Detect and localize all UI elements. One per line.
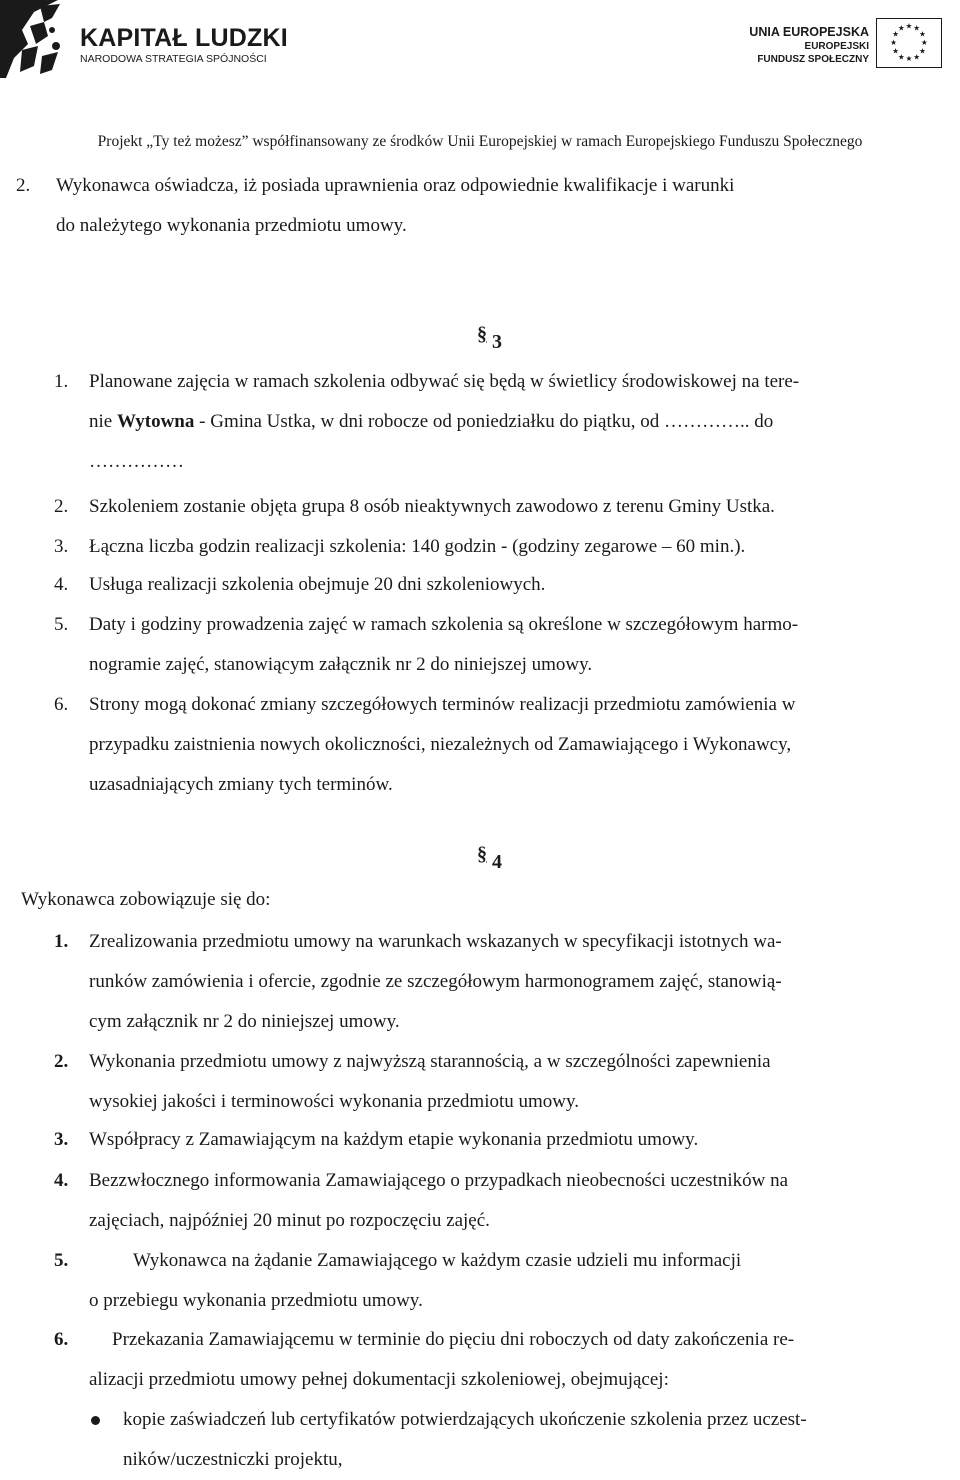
- eu-line-1: UNIA EUROPEJSKA: [749, 25, 869, 39]
- paragraph-line: wysokiej jakości i terminowości wykonania przedmiotu umowy.: [89, 1091, 580, 1112]
- paragraph-line: uzasadniających zmiany tych terminów.: [89, 774, 393, 795]
- item-number: 3.: [54, 536, 69, 557]
- paragraph: Szkoleniem zostanie objęta grupa 8 osób nieaktywnych zawodowo z terenu Gminy Ustka.: [89, 496, 775, 517]
- svg-text:★: ★: [890, 37, 898, 47]
- item-number: 1.: [54, 931, 69, 952]
- item-number: 5.: [54, 614, 69, 635]
- paragraph-line: ników/uczestniczki projektu,: [123, 1449, 343, 1470]
- paragraph-line: kopie zaświadczeń lub certyfikatów potwierdzających ukończenie szkolenia przez uczest-: [123, 1409, 807, 1430]
- paragraph: [89, 685, 957, 805]
- svg-text:★: ★: [913, 23, 921, 33]
- paragraph: [89, 922, 957, 1042]
- paragraph: [89, 1241, 957, 1321]
- paragraph-line: Strony mogą dokonać zmiany szczegółowych terminów realizacji przedmiotu zamówienia w: [89, 694, 796, 715]
- paragraph-line: Wykonawca oświadcza, iż posiada uprawnienia oraz odpowiednie kwalifikacje i warunki: [56, 175, 735, 196]
- svg-text:★: ★: [918, 46, 926, 56]
- paragraph-line: nogramie zajęć, stanowiącym załącznik nr 2 do niniejszej umowy.: [89, 654, 593, 675]
- section-sign: §: [477, 843, 487, 865]
- paragraph-line: [89, 402, 957, 442]
- paragraph-line: do należytego wykonania przedmiotu umowy.: [56, 215, 407, 236]
- paragraph-line: zajęciach, najpóźniej 20 minut po rozpoczęciu zajęć.: [89, 1210, 490, 1231]
- text-run: nie: [89, 411, 117, 432]
- paragraph-line: Wykonawca na żądanie Zamawiającego w każdym czasie udzieli mu informacji: [133, 1250, 742, 1271]
- svg-text:★: ★: [918, 29, 926, 39]
- paragraph: [89, 1120, 698, 1160]
- paragraph-line: runków zamówienia i ofercie, zgodnie ze szczegółowym harmonogramem zajęć, stanowią-: [89, 971, 782, 992]
- paragraph-line: Planowane zajęcia w ramach szkolenia odbywać się będą w świetlicy środowiskowej na tere-: [89, 371, 800, 392]
- project-funding-line: Projekt „Ty też możesz” współfinansowany ze środków Unii Europejskiej w ramach Europejskiego Funduszu Społecznego: [97, 133, 863, 150]
- eu-logo-text: [749, 24, 869, 66]
- eu-flag-stars-icon: [876, 18, 942, 68]
- kapital-ludzki-subtitle: NARODOWA STRATEGIA SPÓJNOŚCI: [80, 53, 267, 65]
- place-name: Wytowna: [116, 411, 195, 432]
- paragraph: [56, 166, 956, 246]
- item-number: 6.: [54, 694, 69, 715]
- item-number: 4.: [54, 1170, 69, 1191]
- paragraph-line: alizacji przedmiotu umowy pełnej dokumentacji szkoleniowej, obejmującej:: [89, 1369, 669, 1390]
- paragraph-line: cym załącznik nr 2 do niniejszej umowy.: [89, 1011, 400, 1032]
- eu-logo: [749, 16, 945, 72]
- paragraph: [89, 1042, 957, 1122]
- eu-line-2: EUROPEJSKI: [804, 41, 869, 52]
- paragraph-line: Wykonania przedmiotu umowy z najwyższą starannością, a w szczególności zapewnienia: [89, 1051, 771, 1072]
- paragraph: Usługa realizacji szkolenia obejmuje 20 dni szkoleniowych.: [89, 574, 546, 595]
- paragraph: [89, 1320, 957, 1400]
- paragraph: [89, 362, 957, 402]
- kapital-ludzki-title: KAPITAŁ LUDZKI: [80, 24, 288, 52]
- paragraph: Łączna liczba godzin realizacji szkolenia: 140 godzin - (godziny zegarowe – 60 min.).: [89, 536, 746, 557]
- paragraph-line: przypadku zaistnienia nowych okoliczności, niezależnych od Zamawiającego i Wykonawcy,: [89, 734, 792, 755]
- bullet-icon: [91, 1416, 100, 1425]
- paragraph-line: Zrealizowania przedmiotu umowy na warunkach wskazanych w specyfikacji istotnych wa-: [89, 931, 782, 952]
- item-number: 1.: [54, 371, 69, 392]
- paragraph: [89, 605, 957, 685]
- paragraph-line: Przekazania Zamawiającemu w terminie do pięciu dni roboczych od daty zakończenia re-: [112, 1329, 795, 1350]
- text-run: - Gmina Ustka, w dni robocze od poniedziałku do piątku, od ………….. do: [194, 411, 774, 432]
- item-number: 5.: [54, 1250, 69, 1271]
- paragraph: [89, 1161, 957, 1241]
- paragraph-line: Bezzwłocznego informowania Zamawiającego o przypadkach nieobecności uczestników na: [89, 1170, 789, 1191]
- section-sign: §: [477, 323, 487, 345]
- bullet-paragraph: [123, 1400, 957, 1480]
- svg-text:★: ★: [892, 46, 900, 56]
- paragraph-line: o przebiegu wykonania przedmiotu umowy.: [89, 1290, 423, 1311]
- item-number: 3.: [54, 1129, 69, 1150]
- item-number: 6.: [54, 1329, 69, 1350]
- item-number: 2.: [54, 1051, 69, 1072]
- item-number: 2.: [54, 496, 69, 517]
- section-intro: Wykonawca zobowiązuje się do:: [21, 889, 271, 910]
- item-number: 2.: [16, 175, 31, 196]
- paragraph-line: Daty i godziny prowadzenia zajęć w ramach szkolenia są określone w szczegółowym harmo-: [89, 614, 799, 635]
- svg-text:★: ★: [892, 29, 900, 39]
- svg-text:★: ★: [905, 54, 913, 64]
- item-number: 4.: [54, 574, 69, 595]
- eu-line-3: FUNDUSZ SPOŁECZNY: [757, 54, 869, 65]
- section-number: 3: [492, 331, 502, 353]
- svg-text:★: ★: [920, 37, 928, 47]
- svg-text:★: ★: [905, 21, 913, 31]
- svg-text:★: ★: [913, 52, 921, 62]
- kapital-ludzki-emblem-icon: [0, 0, 68, 78]
- paragraph-line: Współpracy z Zamawiającym na każdym etapie wykonania przedmiotu umowy.: [89, 1129, 699, 1150]
- svg-text:★: ★: [897, 52, 905, 62]
- svg-text:★: ★: [897, 23, 905, 33]
- date-placeholder: ……………: [89, 451, 184, 472]
- section-number: 4: [492, 851, 502, 873]
- kapital-ludzki-logo: [0, 0, 300, 80]
